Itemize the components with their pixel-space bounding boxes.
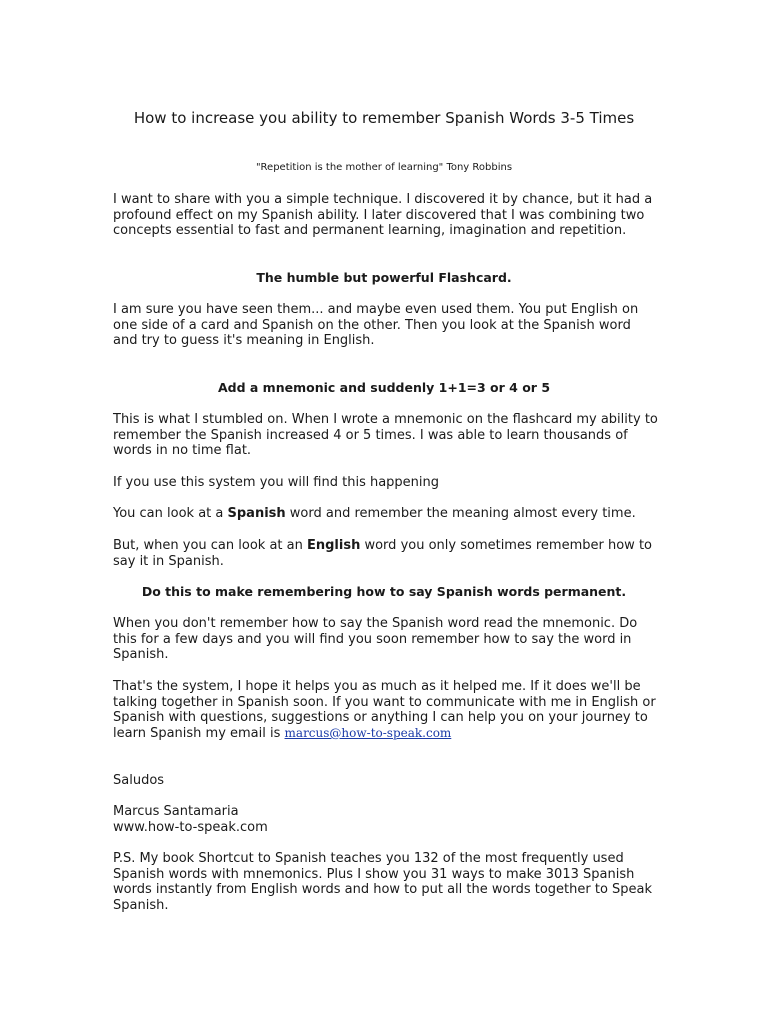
signature-name: Marcus Santamaria (113, 804, 239, 819)
english-paragraph-before: But, when you can look at an (113, 538, 307, 553)
quote: "Repetition is the mother of learning" Tony Robbins (255, 162, 513, 173)
spanish-paragraph (113, 506, 658, 522)
flashcard-paragraph: I am sure you have seen them... and maybe even used them. You put English on one side of a card and Spanish on the other. Then you look at the Spanish word and try to guess it's meaning in English. (113, 302, 639, 349)
email-link[interactable]: marcus@how-to-speak.com (284, 725, 452, 740)
mnemonic-paragraph: This is what I stumbled on. When I wrote a mnemonic on the flashcard my ability to remember the Spanish increased 4 or 5 times. I was able to learn thousands of words in no time flat. (113, 412, 658, 459)
english-bold: English (306, 538, 361, 553)
ps-paragraph: P.S. My book Shortcut to Spanish teaches you 132 of the most frequently used Spanish words with mnemonics. Plus I show you 31 ways to make 3013 Spanish words instantly from English words and how to put all the words together to Speak Spanish. (113, 851, 653, 913)
signature-website: www.how-to-speak.com (113, 820, 268, 835)
closing-text: That's the system, I hope it helps you as much as it helped me. If it does we'll be talking together in Spanish soon. If you want to communicate with me in English or Spanish with questions, suggestions or anything I can help you on your journey to learn Spanish my email is (113, 679, 656, 741)
spanish-bold: Spanish (227, 506, 286, 521)
intro-paragraph: I want to share with you a simple technique. I discovered it by chance, but it had a profound effect on my Spanish ability. I later discovered that I was combining two concepts essential to fast and permanent learning, imagination and repetition. (113, 192, 653, 239)
english-paragraph-after: word you only sometimes remember how to say it in Spanish. (113, 538, 652, 569)
salutation: Saludos (113, 773, 165, 788)
heading-permanent: Do this to make remembering how to say Spanish words permanent. (141, 584, 627, 599)
heading-mnemonic: Add a mnemonic and suddenly 1+1=3 or 4 or 5 (217, 380, 551, 395)
permanent-paragraph: When you don't remember how to say the Spanish word read the mnemonic. Do this for a few days and you will find you soon remember how to say the word in Spanish. (113, 616, 638, 663)
heading-flashcard: The humble but powerful Flashcard. (256, 270, 512, 285)
closing-paragraph (113, 679, 658, 741)
document-title: How to increase you ability to remember Spanish Words 3-5 Times (133, 109, 635, 127)
system-paragraph: If you use this system you will find this happening (113, 475, 440, 490)
english-paragraph (113, 538, 658, 569)
spanish-paragraph-after: word and remember the meaning almost every time. (285, 506, 636, 521)
spanish-paragraph-before: You can look at a (113, 506, 228, 521)
